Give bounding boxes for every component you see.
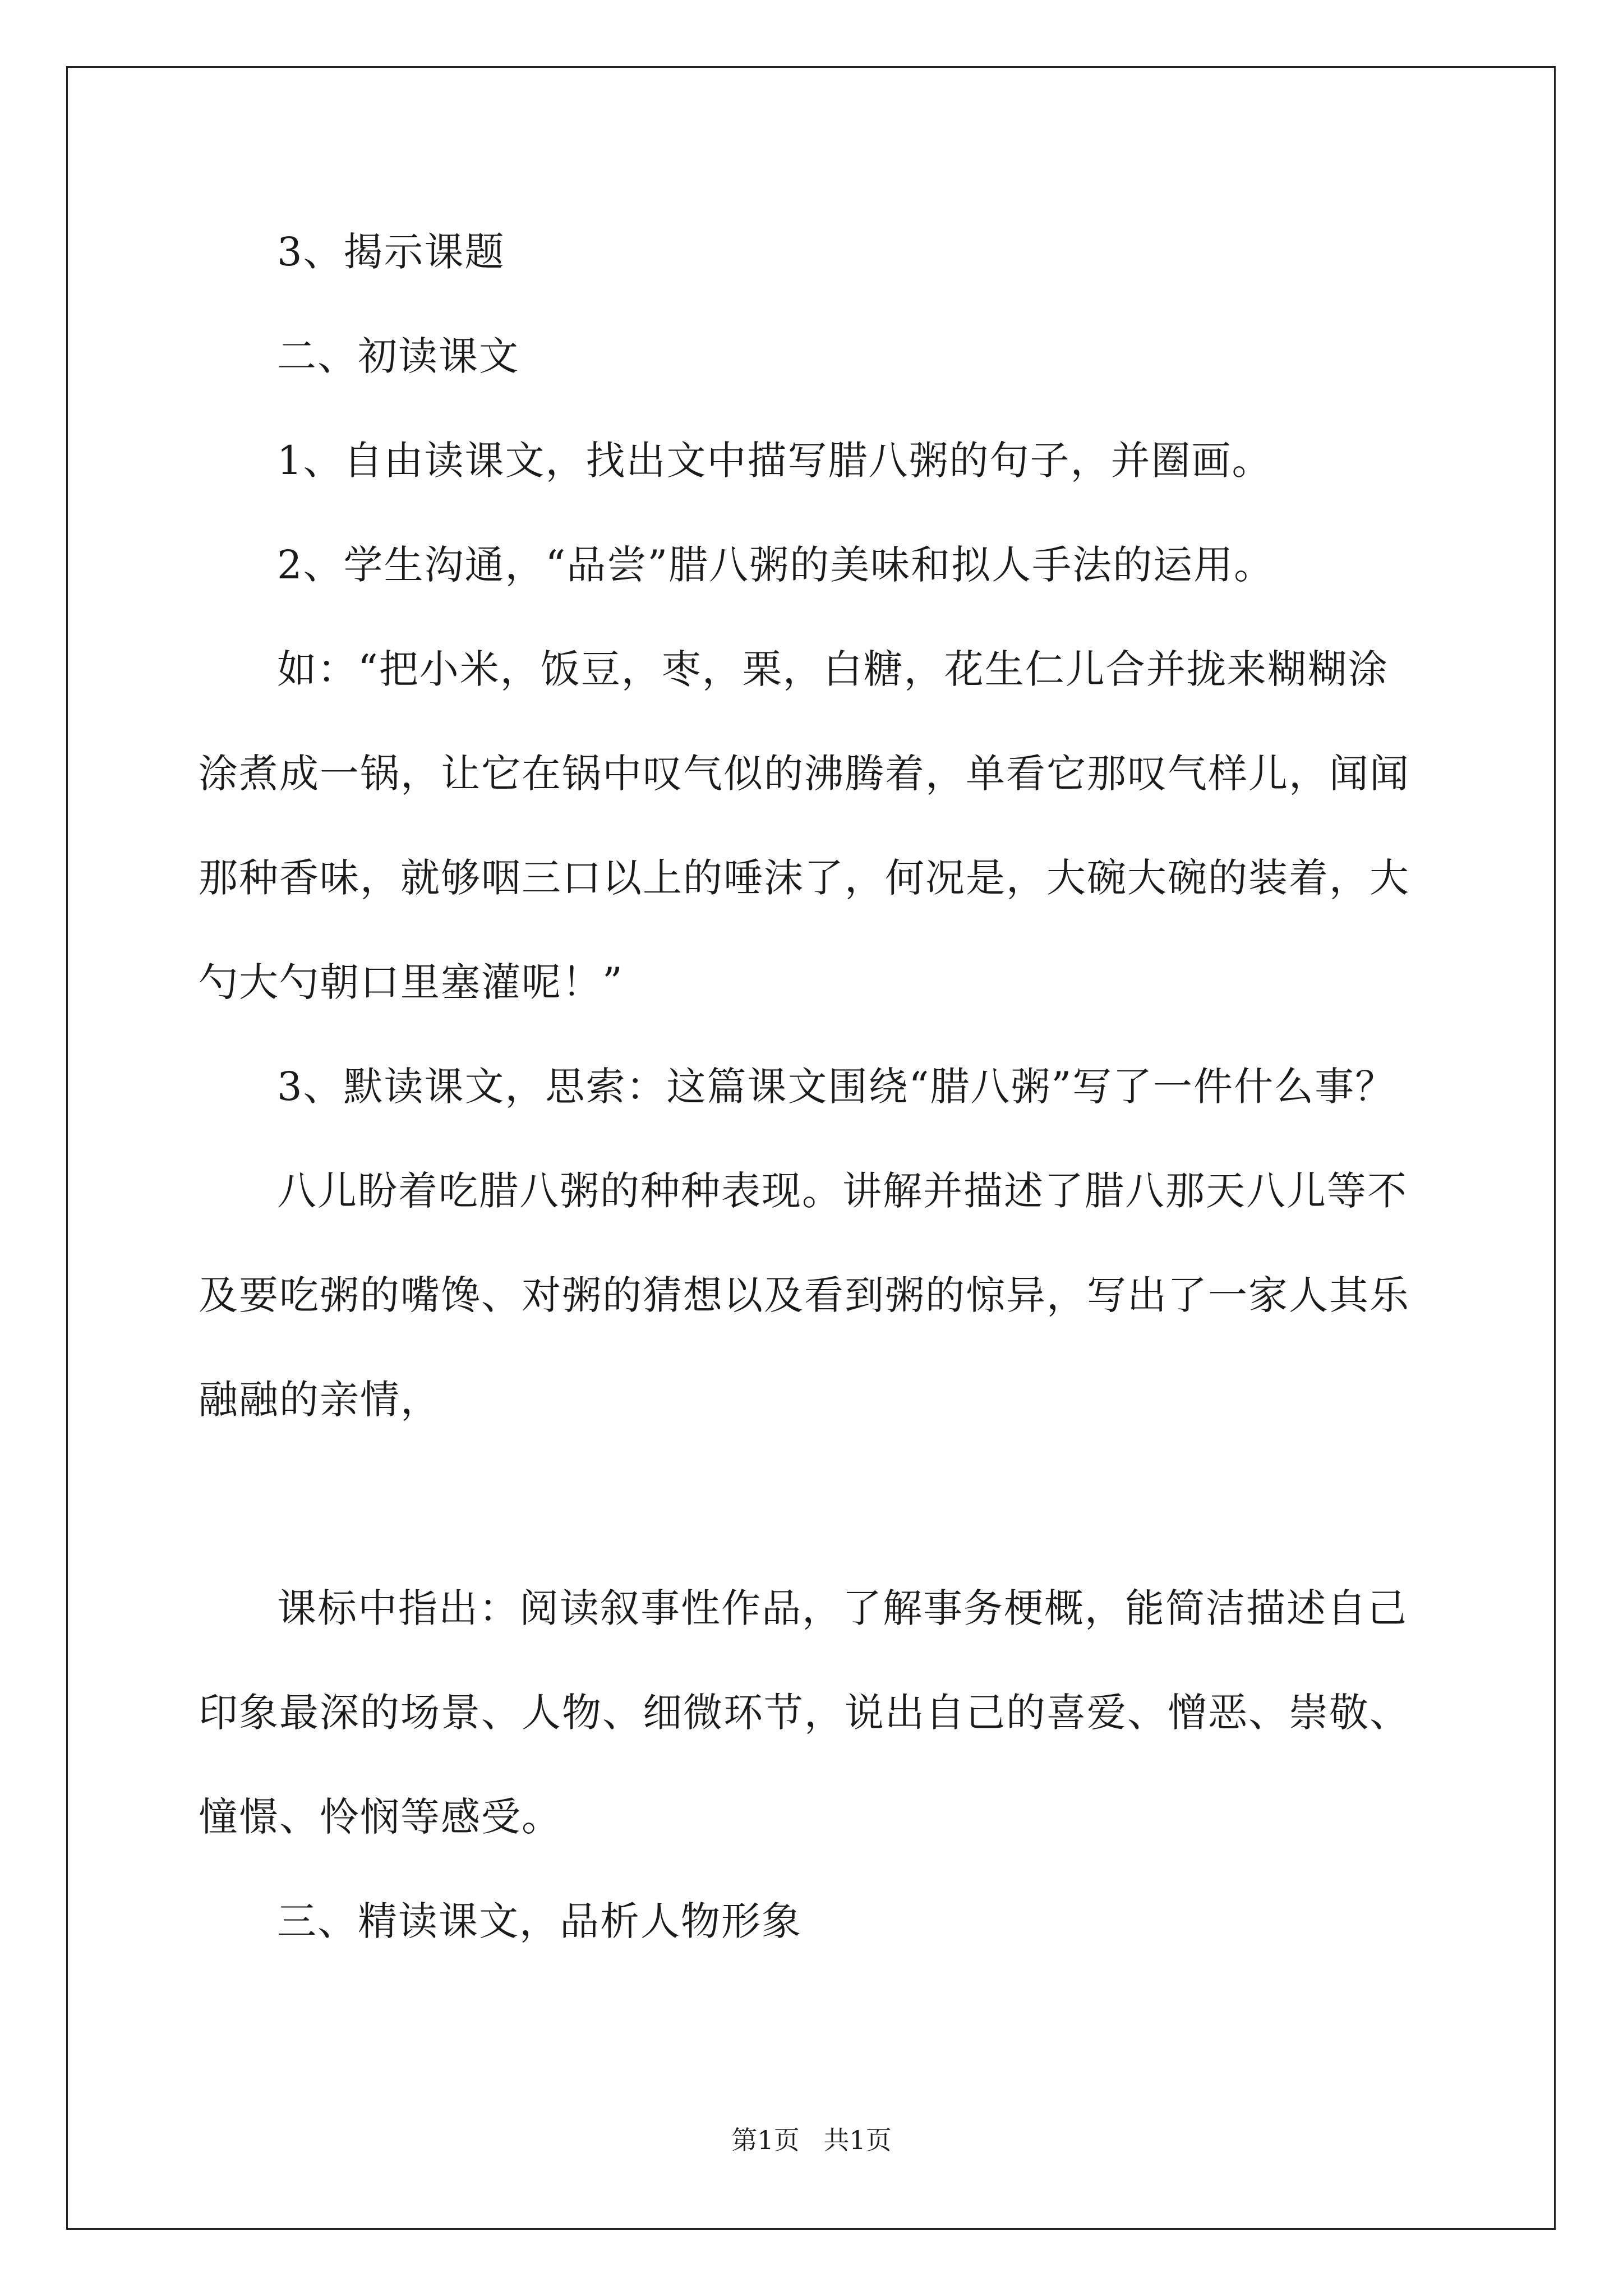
paragraph-step-1: 1、自由读课文，找出文中描写腊八粥的句子，并圈画。 bbox=[277, 438, 1272, 484]
paragraph-summary: 八儿盼着吃腊八粥的种种表现。讲解并描述了腊八那天八儿等不及要吃粥的嘴馋、对粥的猜想以及看到粥的惊异，写出了一家人其乐融融的亲情， bbox=[199, 1168, 1410, 1423]
page-footer bbox=[0, 2123, 1623, 2157]
page-number-current: 第1页 bbox=[731, 2125, 800, 2155]
paragraph-example-quote: 如：“把小米，饭豆，枣，栗，白糖，花生仁儿合并拢来糊糊涂涂煮成一锅，让它在锅中叹气似的沸腾着，单看它那叹气样儿，闻闻那种香味，就够咽三口以上的唾沫了，何况是，大碗大碗的装着，大勺大勺朝口里塞灌呢！” bbox=[199, 646, 1410, 1005]
paragraph-section-3: 三、精读课文，品析人物形象 bbox=[277, 1898, 802, 1944]
paragraph-curriculum-note: 课标中指出：阅读叙事性作品，了解事务梗概，能简洁描述自己印象最深的场景、人物、细微环节，说出自己的喜爱、憎恶、崇敬、憧憬、怜悯等感受。 bbox=[199, 1585, 1410, 1840]
paragraph-step-2: 2、学生沟通，“品尝”腊八粥的美味和拟人手法的运用。 bbox=[277, 542, 1275, 588]
paragraph-step-3: 3、默读课文，思索：这篇课文围绕“腊八粥”写了一件什么事？ bbox=[277, 1064, 1396, 1110]
paragraph-heading-3: 3、揭示课题 bbox=[277, 229, 505, 275]
paragraph-section-2: 二、初读课文 bbox=[277, 333, 519, 379]
page-number-total: 共1页 bbox=[823, 2125, 892, 2155]
